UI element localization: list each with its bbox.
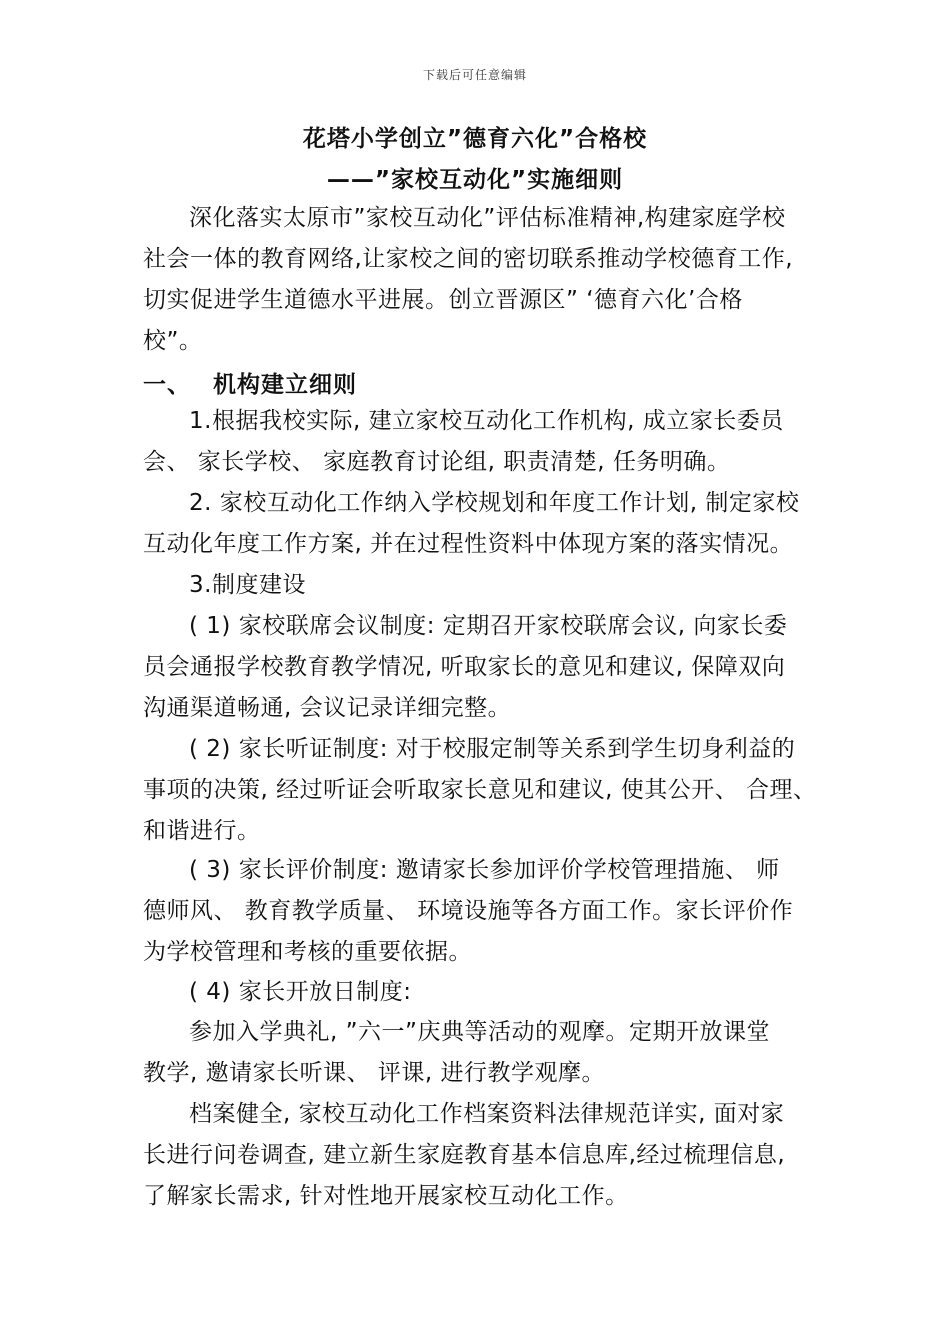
text-line: 切实促进学生道德水平进展。创立晋源区” ‘德育六化’合格 — [143, 287, 743, 313]
open-day-paragraph — [143, 1012, 833, 1094]
text-line: 会、 家长学校、 家庭教育讨论组, 职责清楚, 任务明确。 — [143, 449, 731, 475]
text-line: 深化落实太原市”家校互动化”评估标准精神,构建家庭学校 — [189, 205, 786, 231]
item-3-paragraph — [143, 565, 833, 606]
text-line: 互动化年度工作方案, 并在过程性资料中体现方案的落实情况。 — [143, 531, 794, 557]
intro-paragraph — [143, 198, 833, 362]
text-line: 事项的决策, 经过听证会听取家长意见和建议, 使其公开、 合理、 — [143, 777, 817, 803]
text-line: 了解家长需求, 针对性地开展家校互动化工作。 — [143, 1183, 629, 1209]
text-line: 员会通报学校教育教学情况, 听取家长的意见和建议, 保障双向 — [143, 654, 786, 680]
document-subtitle: ——”家校互动化”实施细则 — [326, 167, 624, 193]
text-line: 德师风、 教育教学质量、 环境设施等各方面工作。家长评价作 — [143, 898, 794, 924]
archive-paragraph — [143, 1094, 833, 1217]
text-line: 和谐进行。 — [143, 818, 261, 844]
text-line: 校”。 — [143, 328, 203, 354]
text-line: 参加入学典礼, ”六一”庆典等活动的观摩。定期开放课堂 — [189, 1019, 770, 1045]
text-line: 长进行问卷调查, 建立新生家庭教育基本信息库,经过梳理信息, — [143, 1142, 786, 1168]
text-line: 3.制度建设 — [189, 572, 306, 598]
text-line: 社会一体的教育网络,让家校之间的密切联系推动学校德育工作, — [143, 246, 794, 272]
text-line: ( 1) 家校联席会议制度: 定期召开家校联席会议, 向家长委 — [189, 613, 788, 639]
item-1-paragraph — [143, 401, 833, 483]
section-heading-1 — [143, 366, 357, 399]
item-2-paragraph — [143, 483, 833, 565]
section-title: 机构建立细则 — [213, 372, 357, 398]
text-line: 2. 家校互动化工作纳入学校规划和年度工作计划, 制定家校 — [189, 490, 800, 516]
text-line: ( 4) 家长开放日制度: — [189, 979, 412, 1005]
sub-item-1-paragraph — [143, 606, 833, 729]
document-title: 花塔小学创立”德育六化”合格校 — [302, 126, 648, 152]
text-line: ( 2) 家长听证制度: 对于校服定制等关系到学生切身利益的 — [189, 736, 796, 762]
text-line: 为学校管理和考核的重要依据。 — [143, 939, 472, 965]
text-line: 1.根据我校实际, 建立家校互动化工作机构, 成立家长委员 — [189, 408, 784, 434]
text-line: 沟通渠道畅通, 会议记录详细完整。 — [143, 695, 512, 721]
text-line: ( 3) 家长评价制度: 邀请家长参加评价学校管理措施、 师 — [189, 857, 780, 883]
text-line: 档案健全, 家校互动化工作档案资料法律规范详实, 面对家 — [189, 1101, 785, 1127]
header-note: 下载后可任意编辑 — [422, 68, 527, 82]
sub-item-2-paragraph — [143, 729, 833, 852]
section-number: 一、 — [143, 372, 191, 398]
sub-item-3-paragraph — [143, 850, 833, 973]
sub-item-4-paragraph — [143, 972, 833, 1013]
text-line: 教学, 邀请家长听课、 评课, 进行教学观摩。 — [143, 1060, 606, 1086]
